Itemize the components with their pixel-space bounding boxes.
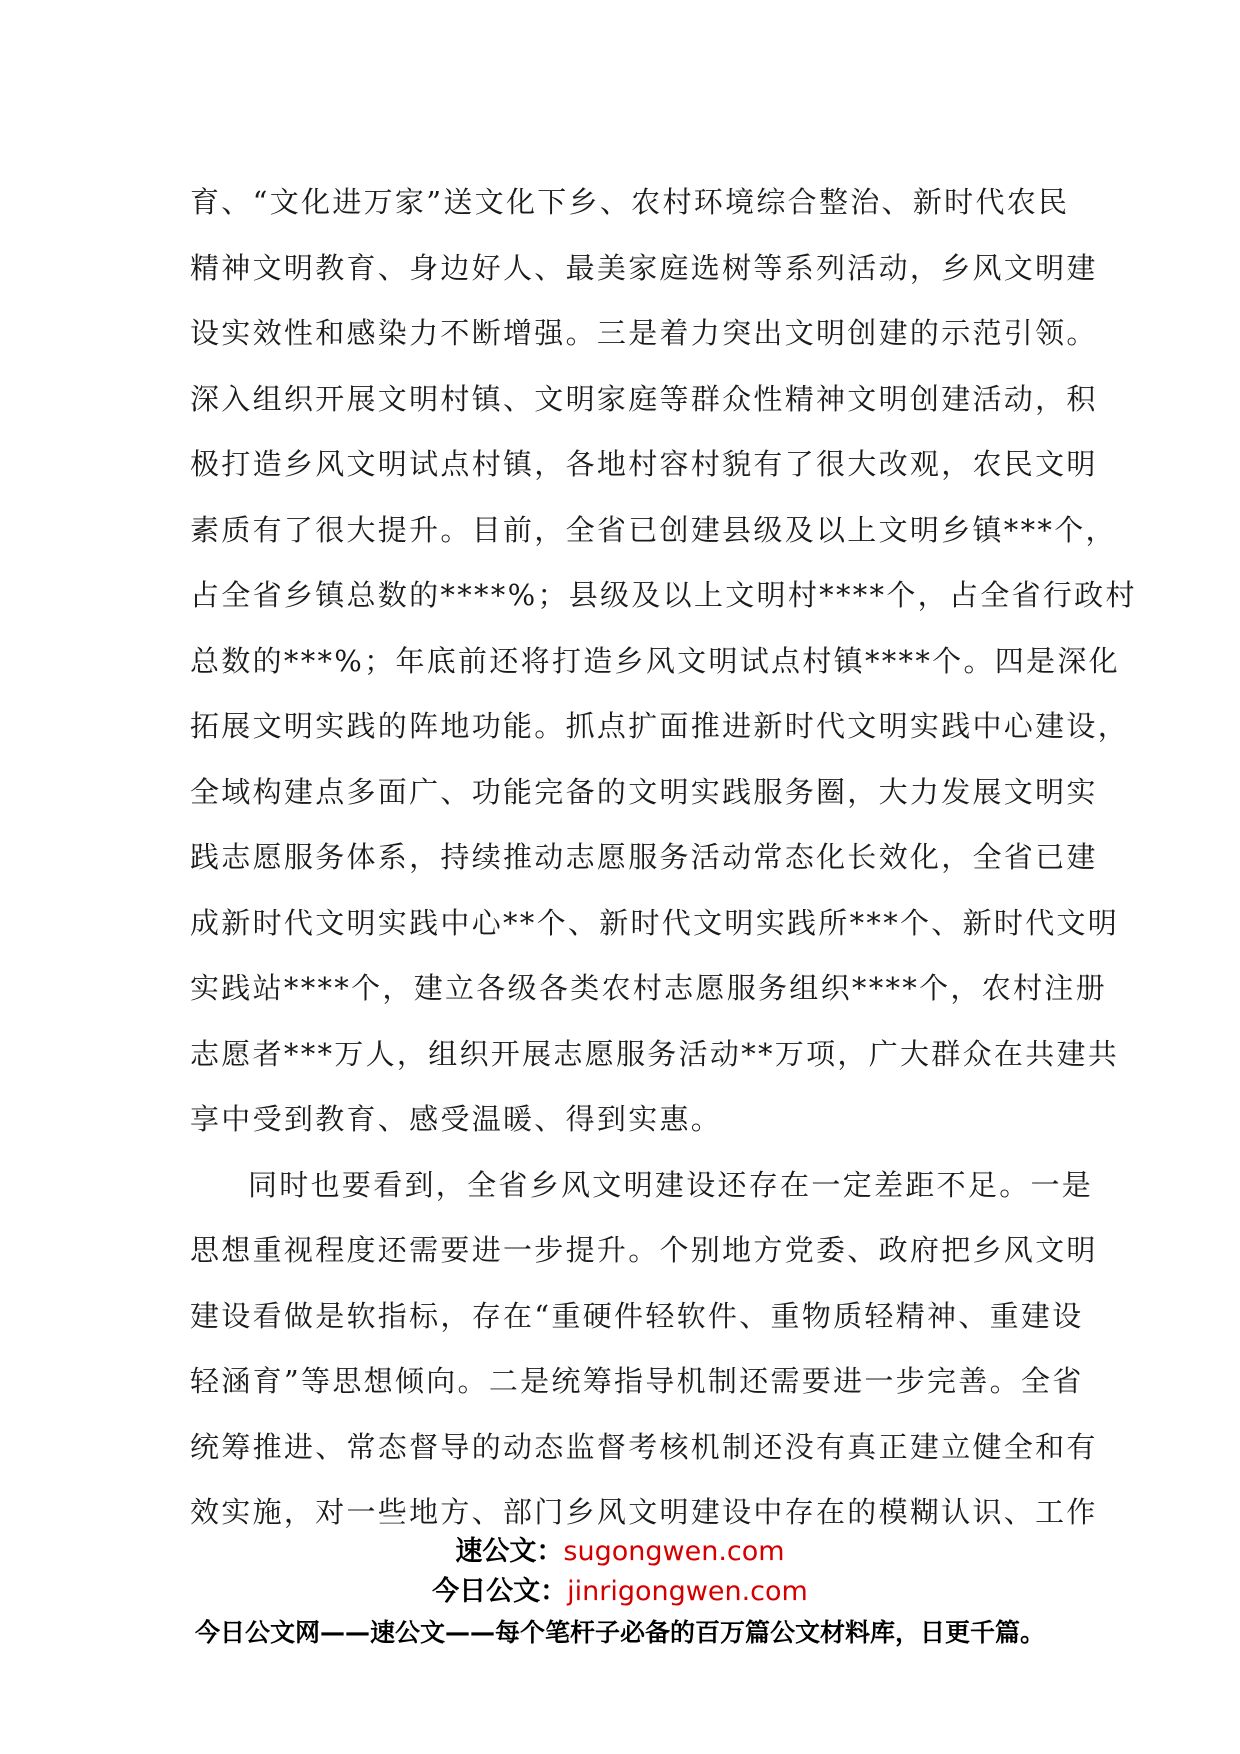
text-line: 思想重视程度还需要进一步提升。个别地方党委、政府把乡风文明: [190, 1233, 1098, 1267]
text-line: 同时也要看到，全省乡风文明建设还存在一定差距不足。一是: [248, 1167, 1094, 1202]
text-line: 效实施，对一些地方、部门乡风文明建设中存在的模糊认识、工作: [190, 1495, 1098, 1529]
text-line: 占全省乡镇总数的****%；县级及以上文明村****个，占全省行政村: [190, 578, 1137, 612]
text-line: 践志愿服务体系，持续推动志愿服务活动常态化长效化，全省已建: [190, 840, 1098, 874]
paragraph-1: [190, 170, 1137, 1153]
text-line: 总数的***%；年底前还将打造乡风文明试点村镇****个。四是深化: [190, 643, 1120, 678]
footer-jinrigongwen: [0, 1572, 1240, 1612]
text-line: 实践站****个，建立各级各类农村志愿服务组织****个，农村注册: [190, 971, 1107, 1005]
footer-slogan: 今日公文网——速公文——每个笔杆子必备的百万篇公文材料库，日更千篇。: [194, 1618, 1045, 1647]
text-line: 精神文明教育、身边好人、最美家庭选树等系列活动，乡风文明建: [190, 250, 1098, 285]
text-line: 育、“文化进万家”送文化下乡、农村环境综合整治、新时代农民: [190, 185, 1070, 219]
footer-sugongwen: [0, 1532, 1240, 1572]
text-line: 轻涵育”等思想倾向。二是统筹指导机制还需要进一步完善。全省: [190, 1364, 1084, 1398]
text-line: 成新时代文明实践中心**个、新时代文明实践所***个、新时代文明: [190, 905, 1120, 940]
text-line: 统筹推进、常态督导的动态监督考核机制还没有真正建立健全和有: [190, 1429, 1098, 1464]
text-line: 极打造乡风文明试点村镇，各地村容村貌有了很大改观，农民文明: [190, 447, 1098, 481]
text-line: 志愿者***万人，组织开展志愿服务活动**万项，广大群众在共建共: [190, 1036, 1120, 1071]
footer-link-sugongwen[interactable]: sugongwen.com: [563, 1536, 785, 1567]
text-line: 建设看做是软指标，存在“重硬件轻软件、重物质轻精神、重建设: [190, 1298, 1084, 1333]
footer-link-jinrigongwen[interactable]: jinrigongwen.com: [567, 1576, 808, 1607]
text-line: 素质有了很大提升。目前，全省已创建县级及以上文明乡镇***个，: [190, 512, 1117, 547]
footer-label-jinrigongwen: 今日公文：: [432, 1576, 568, 1607]
text-line: 深入组织开展文明村镇、文明家庭等群众性精神文明创建活动，积: [190, 381, 1098, 416]
footer-label-sugongwen: 速公文：: [455, 1536, 564, 1567]
text-line: 享中受到教育、感受温暖、得到实惠。: [190, 1102, 723, 1136]
text-line: 设实效性和感染力不断增强。三是着力突出文明创建的示范引领。: [190, 316, 1098, 350]
document-body: [190, 170, 1137, 1546]
text-line: 全域构建点多面广、功能完备的文明实践服务圈，大力发展文明实: [190, 774, 1098, 809]
text-line: 拓展文明实践的阵地功能。抓点扩面推进新时代文明实践中心建设，: [190, 709, 1130, 743]
watermark-footer: [0, 1532, 1240, 1654]
paragraph-2: [190, 1153, 1098, 1546]
